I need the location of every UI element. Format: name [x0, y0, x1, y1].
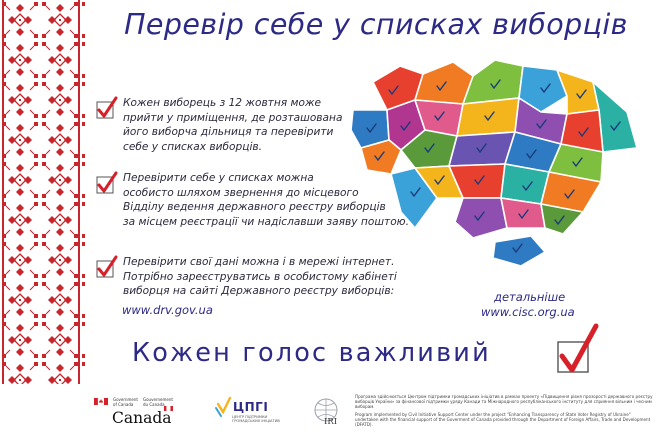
red-check-icon [96, 171, 118, 195]
red-check-icon [556, 322, 600, 378]
info-item-text: Перевірити себе у списках можна особисто шляхом звернення до місцевого Відділу ведення державного реєстру виборців за місцем реєстрації чи надіславши заяву поштою. [123, 172, 409, 228]
red-check-icon [96, 96, 118, 120]
ornament-border [0, 0, 85, 384]
gov-en-label: Government of Canada [113, 397, 138, 407]
cisc-link[interactable]: www.cisc.org.ua [481, 305, 575, 319]
fine-print-ua: Програма здійснюється Центром підтримки громадських ініціатив в рамках проекту «Підвищення рівня прозорості державного реєстру виборців України» за фінансової підтримки уряду Канади та Міжнародного республіканського інституту для сприяння вільним і чесним виборам. [355, 394, 653, 410]
cpgi-name: ЦПГІ [233, 400, 269, 414]
gov-fr-label: Gouvernement du Canada [143, 397, 173, 407]
fine-print-en: Program implemented by Civil Initiative Support Center under the project "Enhancing Transparency of State Voter Registry of Ukraine" undertaken with the financial support of the Goverment of Canada provided through the Department of Foreign Affairs, Trade and Development (DFATD). [355, 412, 651, 428]
details-label: детальніше [494, 290, 566, 304]
cpgi-subtitle: ЦЕНТР ПІДТРИМКИ ГРОМАДСЬКИХ ІНІЦІАТИВ [232, 415, 280, 423]
iri-name: IRI [324, 417, 338, 427]
fine-print [355, 394, 653, 431]
slogan: Кожен голос важливий [132, 338, 491, 368]
poster-title: Перевір себе у списках виборців [124, 8, 628, 41]
drv-link[interactable]: www.drv.gov.ua [122, 303, 213, 317]
canada-wordmark: Canada [112, 409, 172, 427]
ukraine-map [345, 52, 645, 270]
red-check-icon [96, 255, 118, 279]
info-item-text: Кожен виборець з 12 жовтня може прийти у приміщення, де розташована його виборча дільниця та перевірити себе у списках виборців. [123, 97, 343, 153]
info-item-text: Перевірити свої дані можна і в мережі інтернет. Потрібно зареєструватись в особистому кабінеті виборця на сайті Державного реєстру виборців: [123, 256, 397, 297]
